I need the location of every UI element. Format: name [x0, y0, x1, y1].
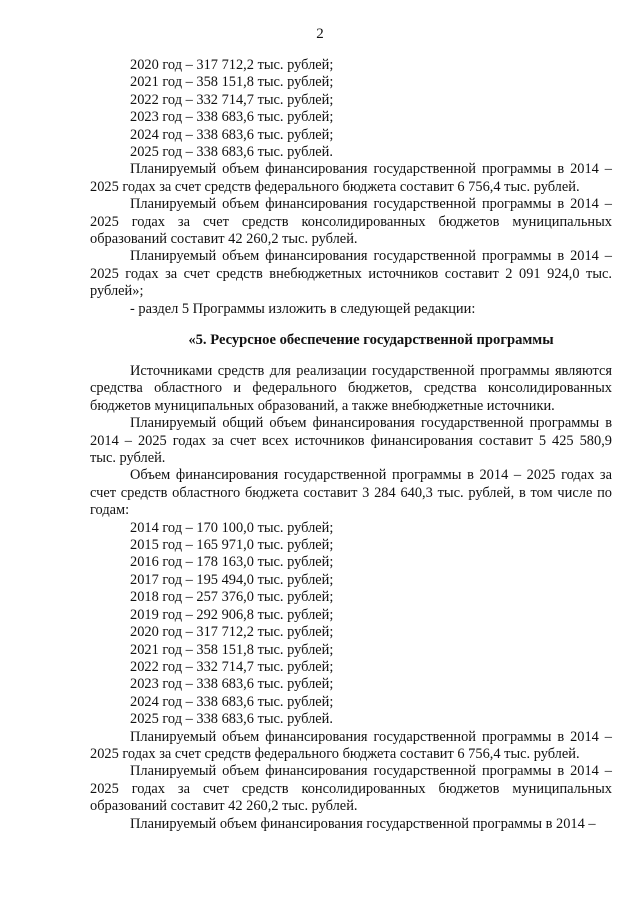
paragraph-municipal: Планируемый объем финансирования государственной программы в 2014 – 2025 годах за счет средств консолидированных бюджетов муниципальных образований составит 42 260,2 тыс. рублей.	[90, 196, 612, 248]
year-line: 2014 год – 170 100,0 тыс. рублей;	[130, 519, 334, 536]
year-line: 2025 год – 338 683,6 тыс. рублей.	[130, 144, 333, 161]
lower-text-block	[90, 363, 612, 833]
year-line: 2022 год – 332 714,7 тыс. рублей;	[130, 658, 334, 675]
paragraph-section5-intro: - раздел 5 Программы изложить в следующей редакции:	[130, 300, 476, 317]
paragraph-total: Планируемый общий объем финансирования государственной программы в 2014 – 2025 годах за счет всех источников финансирования составит 5 425 580,9 тыс. рублей.	[90, 415, 612, 467]
paragraph-federal: Планируемый объем финансирования государственной программы в 2014 – 2025 годах за счет средств федерального бюджета составит 6 756,4 тыс. рублей.	[90, 161, 612, 195]
year-line: 2024 год – 338 683,6 тыс. рублей;	[130, 126, 334, 143]
year-line: 2020 год – 317 712,2 тыс. рублей;	[130, 624, 334, 641]
upper-text-block	[90, 57, 612, 318]
paragraph-extrabudgetary: Планируемый объем финансирования государственной программы в 2014 – 2025 годах за счет средств внебюджетных источников составит 2 091 924,0 тыс. рублей»;	[90, 248, 612, 300]
year-line: 2021 год – 358 151,8 тыс. рублей;	[130, 641, 334, 658]
year-line: 2023 год – 338 683,6 тыс. рублей;	[130, 109, 334, 126]
paragraph-continued: Планируемый объем финансирования государственной программы в 2014 –	[130, 815, 596, 832]
year-line: 2025 год – 338 683,6 тыс. рублей.	[130, 711, 333, 728]
year-line: 2020 год – 317 712,2 тыс. рублей;	[130, 57, 334, 73]
year-line: 2024 год – 338 683,6 тыс. рублей;	[130, 693, 334, 710]
year-line: 2023 год – 338 683,6 тыс. рублей;	[130, 676, 334, 693]
paragraph-federal: Планируемый объем финансирования государственной программы в 2014 – 2025 годах за счет средств федерального бюджета составит 6 756,4 тыс. рублей.	[90, 728, 612, 762]
year-line: 2022 год – 332 714,7 тыс. рублей;	[130, 91, 334, 108]
year-line: 2021 год – 358 151,8 тыс. рублей;	[130, 74, 334, 91]
page-number: 2	[316, 26, 324, 42]
year-line: 2017 год – 195 494,0 тыс. рублей;	[130, 571, 334, 588]
section-title: «5. Ресурсное обеспечение государственной программы	[188, 332, 554, 348]
paragraph-regional: Объем финансирования государственной программы в 2014 – 2025 годах за счет средств областного бюджета составит 3 284 640,3 тыс. рублей, в том числе по годам:	[90, 467, 612, 519]
year-line: 2019 год – 292 906,8 тыс. рублей;	[130, 606, 334, 623]
year-line: 2015 год – 165 971,0 тыс. рублей;	[130, 537, 334, 554]
year-line: 2018 год – 257 376,0 тыс. рублей;	[130, 589, 334, 606]
paragraph-municipal: Планируемый объем финансирования государственной программы в 2014 – 2025 годах за счет средств консолидированных бюджетов муниципальных образований составит 42 260,2 тыс. рублей.	[90, 763, 612, 815]
paragraph-sources: Источниками средств для реализации государственной программы являются средства областного и федерального бюджетов, средства консолидированных бюджетов муниципальных образований, а также внебюджетные источники.	[90, 363, 612, 414]
year-line: 2016 год – 178 163,0 тыс. рублей;	[130, 554, 334, 571]
